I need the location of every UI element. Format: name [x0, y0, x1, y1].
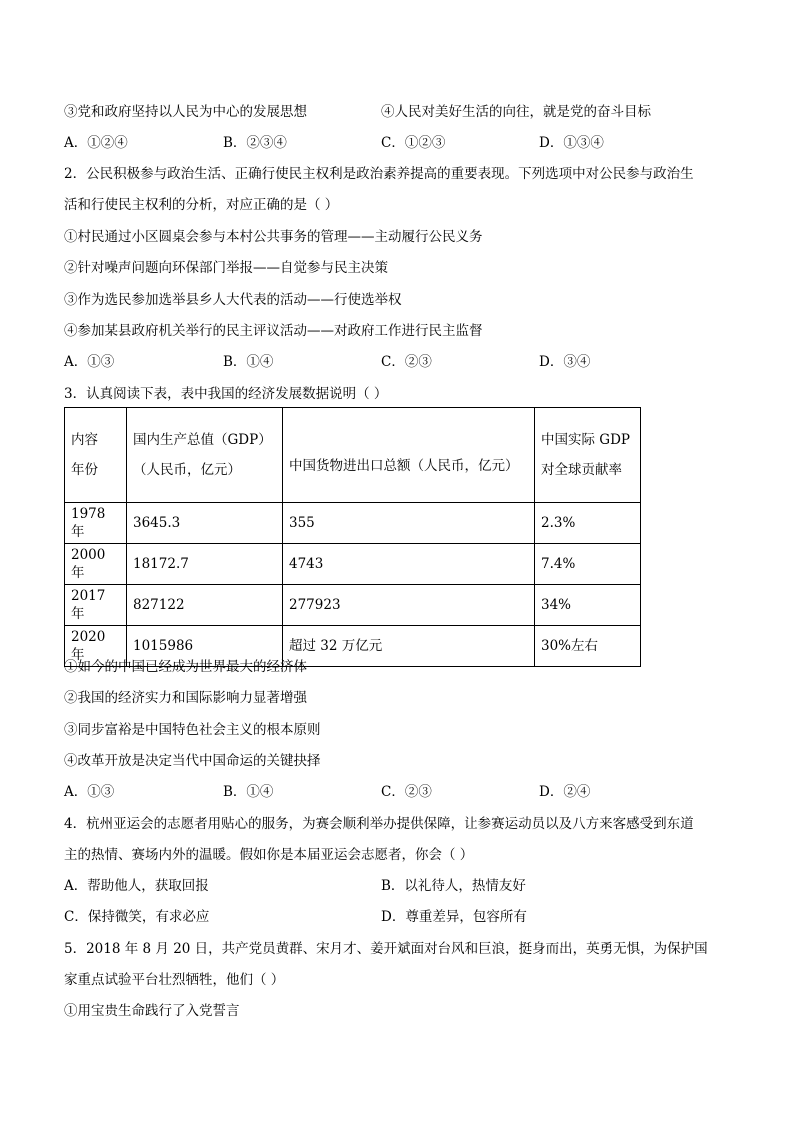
- table-row: [65, 585, 641, 626]
- table-cell-gdp: 1015986: [127, 626, 283, 667]
- q3-option-b: B．①④: [223, 784, 274, 800]
- table-cell-year: 2017 年: [65, 585, 127, 626]
- q5-item-1: ①用宝贵生命践行了入党誓言: [64, 1003, 240, 1019]
- q4-stem-line-1: 4．杭州亚运会的志愿者用贴心的服务，为赛会顺利举办提供保障，让参赛运动员以及八方来客感受到东道: [64, 816, 694, 832]
- q4-option-a: A．帮助他人，获取回报: [64, 878, 209, 894]
- q3-option-d: D．②④: [539, 784, 591, 800]
- header-cell-content-year: 内容 年份: [65, 408, 127, 503]
- q4-option-b: B．以礼待人，热情友好: [381, 878, 526, 894]
- table-cell-year: 2020 年: [65, 626, 127, 667]
- table-cell-year: 2000 年: [65, 544, 127, 585]
- table-cell-contribution: 2.3%: [535, 503, 641, 544]
- q2-item-3: ③作为选民参加选举县乡人大代表的活动——行使选举权: [64, 292, 402, 308]
- table-header-row: [65, 408, 641, 503]
- table-cell-gdp: 3645.3: [127, 503, 283, 544]
- q1-item-3: ③党和政府坚持以人民为中心的发展思想: [64, 104, 307, 120]
- table-cell-gdp: 18172.7: [127, 544, 283, 585]
- q2-item-4: ④参加某县政府机关举行的民主评议活动——对政府工作进行民主监督: [64, 323, 483, 339]
- q3-stem: 3．认真阅读下表，表中我国的经济发展数据说明（ ）: [64, 386, 388, 402]
- q4-option-c: C．保持微笑，有求必应: [64, 909, 210, 925]
- header-cell-gdp: 国内生产总值（GDP） （人民币，亿元）: [127, 408, 283, 503]
- header-cell-trade: 中国货物进出口总额（人民币，亿元）: [283, 408, 535, 503]
- q3-item-3: ③同步富裕是中国特色社会主义的根本原则: [64, 722, 321, 738]
- table-cell-year: 1978 年: [65, 503, 127, 544]
- table-cell-contribution: 7.4%: [535, 544, 641, 585]
- q4-option-d: D．尊重差异，包容所有: [381, 909, 527, 925]
- q5-stem-line-1: 5．2018 年 8 月 20 日，共产党员黄群、宋月才、姜开斌面对台风和巨浪，挺身而出，英勇无惧，为保护国: [64, 941, 708, 957]
- q3-item-2: ②我国的经济实力和国际影响力显著增强: [64, 690, 307, 706]
- q1-item-4: ④人民对美好生活的向往，就是党的奋斗目标: [381, 104, 651, 120]
- q2-item-1: ①村民通过小区圆桌会参与本村公共事务的管理——主动履行公民义务: [64, 229, 483, 245]
- q1-option-b: B．②③④: [223, 135, 287, 151]
- q3-item-1: ①如今的中国已经成为世界最大的经济体: [64, 659, 307, 675]
- q3-option-a: A．①③: [64, 784, 115, 800]
- table-cell-trade: 355: [283, 503, 535, 544]
- table-cell-contribution: 30%左右: [535, 626, 641, 667]
- economy-data-table: [64, 407, 641, 667]
- table-row: [65, 544, 641, 585]
- table-cell-contribution: 34%: [535, 585, 641, 626]
- table-row: [65, 503, 641, 544]
- q2-option-b: B．①④: [223, 354, 274, 370]
- q3-item-4: ④改革开放是决定当代中国命运的关键抉择: [64, 753, 321, 769]
- q1-option-a: A．①②④: [64, 135, 128, 151]
- table-cell-trade: 277923: [283, 585, 535, 626]
- q2-option-d: D．③④: [539, 354, 591, 370]
- q4-stem-line-2: 主的热情、赛场内外的温暖。假如你是本届亚运会志愿者，你会（ ）: [64, 847, 474, 863]
- q2-stem-line-2: 活和行使民主权利的分析，对应正确的是（ ）: [64, 197, 339, 213]
- q2-option-a: A．①③: [64, 354, 115, 370]
- header-cell-contribution: 中国实际 GDP 对全球贡献率: [535, 408, 641, 503]
- q2-item-2: ②针对噪声问题向环保部门举报——自觉参与民主决策: [64, 260, 388, 276]
- q2-option-c: C．②③: [381, 354, 432, 370]
- table-cell-trade: 4743: [283, 544, 535, 585]
- q1-option-c: C．①②③: [381, 135, 446, 151]
- q2-stem-line-1: 2．公民积极参与政治生活、正确行使民主权利是政治素养提高的重要表现。下列选项中对公民参与政治生: [64, 166, 694, 182]
- q3-option-c: C．②③: [381, 784, 432, 800]
- table-cell-trade: 超过 32 万亿元: [283, 626, 535, 667]
- table-cell-gdp: 827122: [127, 585, 283, 626]
- q5-stem-line-2: 家重点试验平台壮烈牺牲，他们（ ）: [64, 972, 285, 988]
- q1-option-d: D．①③④: [539, 135, 604, 151]
